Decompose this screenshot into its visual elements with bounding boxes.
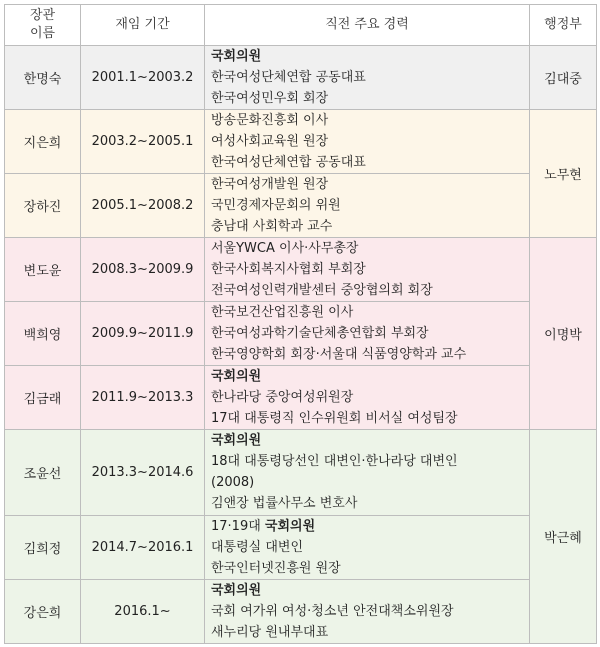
career-cell xyxy=(205,430,530,516)
term-period: 2014.7~2016.1 xyxy=(81,516,205,580)
career-item: 한국여성단체연합 공동대표 xyxy=(211,155,366,170)
term-period: 2008.3~2009.9 xyxy=(81,238,205,302)
term-period: 2009.9~2011.9 xyxy=(81,302,205,366)
government-cell: 이명박 xyxy=(530,238,597,430)
career-item: 새누리당 원내부대표 xyxy=(211,625,329,640)
career-item: 18대 대통령당선인 대변인·한나라당 대변인 xyxy=(211,454,458,469)
career-cell xyxy=(205,46,530,110)
header-name-line2: 이름 xyxy=(29,26,56,41)
table-row xyxy=(5,174,597,238)
government-cell: 박근혜 xyxy=(530,430,597,644)
table-row xyxy=(5,580,597,644)
table-row xyxy=(5,110,597,174)
term-period: 2013.3~2014.6 xyxy=(81,430,205,516)
career-item: 한국여성단체연합 공동대표 xyxy=(211,70,366,85)
career-item xyxy=(211,516,529,537)
career-item-prefix: 17·19대 xyxy=(211,519,265,534)
minister-name: 강은희 xyxy=(5,580,81,644)
term-period: 2005.1~2008.2 xyxy=(81,174,205,238)
career-cell xyxy=(205,238,530,302)
minister-name: 백희영 xyxy=(5,302,81,366)
term-period: 2003.2~2005.1 xyxy=(81,110,205,174)
career-cell xyxy=(205,516,530,580)
header-name-line1: 장관 xyxy=(29,8,56,23)
career-item: 서울YWCA 이사·사무총장 xyxy=(211,241,359,256)
career-cell xyxy=(205,174,530,238)
career-item: 한국사회복지사협회 부회장 xyxy=(211,262,366,277)
table-row xyxy=(5,516,597,580)
career-item: 국회의원 xyxy=(211,49,262,64)
career-item: 전국여성인력개발센터 중앙협의회 회장 xyxy=(211,283,433,298)
header-career: 직전 주요 경력 xyxy=(205,5,530,46)
career-item: 한국인터넷진흥원 원장 xyxy=(211,561,341,576)
career-item: 국민경제자문회의 위원 xyxy=(211,198,341,213)
career-item: 한나라당 중앙여성위원장 xyxy=(211,390,354,405)
career-item: 방송문화진흥회 이사 xyxy=(211,113,329,128)
term-period: 2001.1~2003.2 xyxy=(81,46,205,110)
career-item: 대통령실 대변인 xyxy=(211,540,304,555)
career-item: 김앤장 법률사무소 변호사 xyxy=(211,496,358,511)
career-item: 한국여성민우회 회장 xyxy=(211,91,329,106)
header-period: 재임 기간 xyxy=(81,5,205,46)
header-government: 행정부 xyxy=(530,5,597,46)
minister-name: 김희정 xyxy=(5,516,81,580)
table-row xyxy=(5,302,597,366)
table-row xyxy=(5,46,597,110)
career-item: 국회의원 xyxy=(211,433,262,448)
minister-name: 한명숙 xyxy=(5,46,81,110)
ministers-table xyxy=(4,4,597,644)
career-item: 한국여성개발원 원장 xyxy=(211,177,329,192)
career-item: 충남대 사회학과 교수 xyxy=(211,219,333,234)
government-cell: 김대중 xyxy=(530,46,597,110)
table-row xyxy=(5,430,597,516)
career-item: 한국영양학회 회장·서울대 식품영양학과 교수 xyxy=(211,347,467,362)
career-item: 한국여성과학기술단체총연합회 부회장 xyxy=(211,326,429,341)
government-cell: 노무현 xyxy=(530,110,597,238)
term-period: 2016.1~ xyxy=(81,580,205,644)
career-item: 여성사회교육원 원장 xyxy=(211,134,329,149)
minister-name: 김금래 xyxy=(5,366,81,430)
table-row xyxy=(5,238,597,302)
career-cell xyxy=(205,580,530,644)
minister-name: 장하진 xyxy=(5,174,81,238)
career-cell xyxy=(205,366,530,430)
minister-name: 조윤선 xyxy=(5,430,81,516)
header-row xyxy=(5,5,597,46)
career-item: 17대 대통령직 인수위원회 비서실 여성팀장 xyxy=(211,411,458,426)
minister-name: 지은희 xyxy=(5,110,81,174)
term-period: 2011.9~2013.3 xyxy=(81,366,205,430)
career-item-bold: 국회의원 xyxy=(264,519,316,534)
career-item: 한국보건산업진흥원 이사 xyxy=(211,305,354,320)
header-name xyxy=(5,5,81,46)
career-cell xyxy=(205,302,530,366)
career-item: (2008) xyxy=(211,475,255,490)
minister-name: 변도윤 xyxy=(5,238,81,302)
table-row xyxy=(5,366,597,430)
career-cell xyxy=(205,110,530,174)
career-item: 국회의원 xyxy=(211,583,262,598)
career-item: 국회의원 xyxy=(211,369,262,384)
career-item: 국회 여가위 여성·청소년 안전대책소위원장 xyxy=(211,604,454,619)
